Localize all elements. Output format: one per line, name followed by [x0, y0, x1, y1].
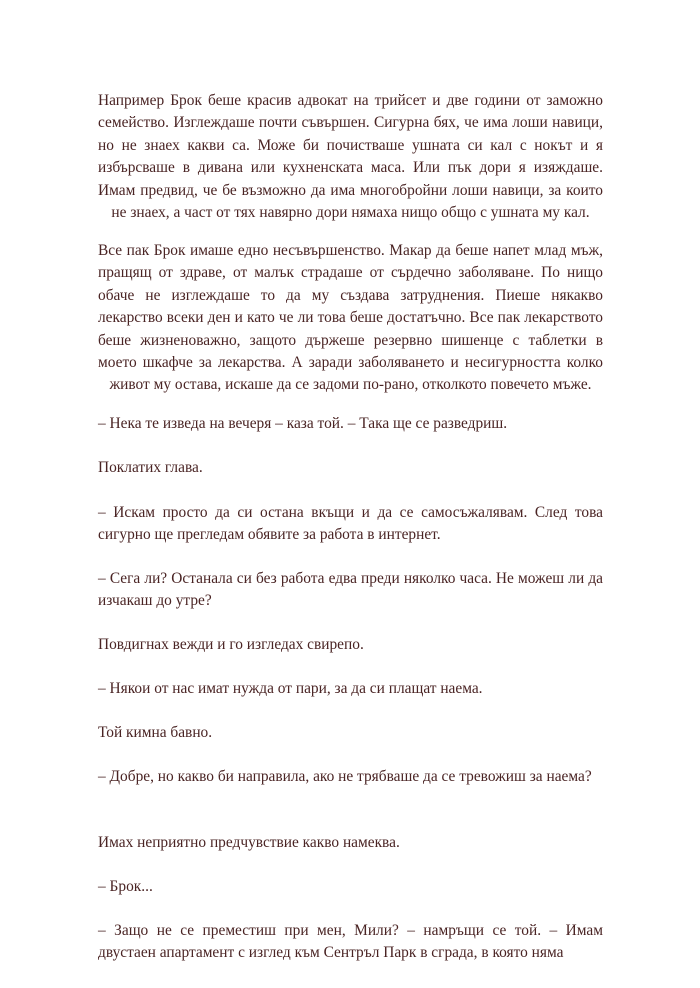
- paragraph-1: Например Брок беше красив адвокат на трийсет и две години от заможно семейство. Изглеждаше почти съвършен. Сигурна бях, че има лоши навици, но не знаех какви са. Може би почистваше ушната си кал с нокът и я избърсваше в дивана или кухненската маса. Или пък дори я изяждаше. Имам предвид, че бе възможно да има многобройни лоши навици, за които не знаех, а част от тях навярно дори нямаха нищо общо с ушната му кал.: [98, 92, 603, 222]
- paragraph-11: Имах неприятно предчувствие какво намеква.: [98, 834, 400, 851]
- paragraph-8: – Някои от нас имат нужда от пари, за да си плащат наема.: [98, 680, 483, 697]
- paragraph-3: – Нека те изведа на вечеря – каза той. – Така ще се разведриш.: [98, 415, 508, 432]
- paragraph-2: Все пак Брок имаше едно несъвършенство. Макар да беше напет млад мъж, пращящ от здраве, от малък страдаше от сърдечно заболяване. По нищо обаче не изглеждаше то да му създава затруднения. Пиеше някакво лекарство всеки ден и като че ли това беше достатъчно. Все пак лекарството беше жизненоважно, защото държеше резервно шишенце с таблетки в моето шкафче за лекарства. А заради заболяването и несигурността колко живот му остава, искаше да се задоми по-рано, отколкото повечето мъже.: [98, 242, 603, 394]
- paragraph-10: – Добре, но какво би направила, ако не трябваше да се тревожиш за наема?: [98, 768, 592, 785]
- paragraph-5: – Искам просто да си остана вкъщи и да се самосъжалявам. След това сигурно ще прегледам обявите за работа в интернет.: [98, 504, 603, 544]
- paragraph-9: Той кимна бавно.: [98, 724, 213, 741]
- paragraph-7: Повдигнах вежди и го изгледах свирепо.: [98, 636, 364, 653]
- paragraph-6: – Сега ли? Останала си без работа едва преди няколко часа. Не можеш ли да изчакаш до утре?: [98, 570, 603, 610]
- paragraph-13: – Защо не се преместиш при мен, Мили? – намръщи се той. – Имам двустаен апартамент с изглед към Сентръл Парк в сграда, в която няма: [98, 922, 603, 962]
- paragraph-12: – Брок...: [98, 878, 153, 895]
- paragraph-4: Поклатих глава.: [98, 459, 203, 476]
